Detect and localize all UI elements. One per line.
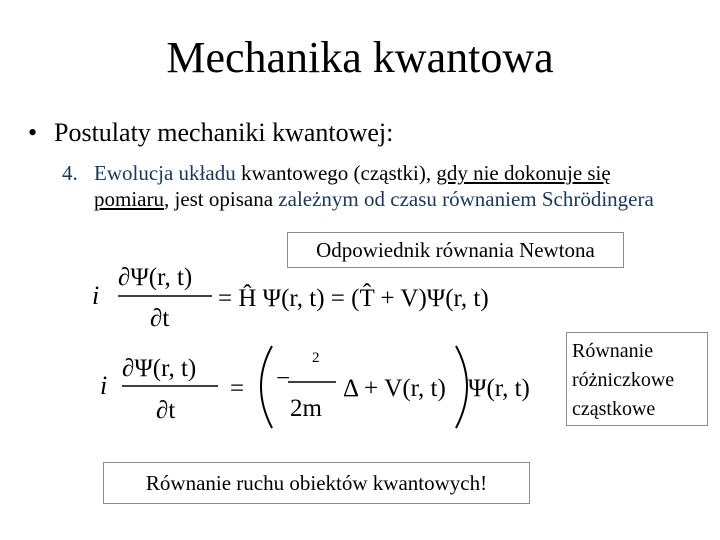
eq2-i: i xyxy=(100,371,108,400)
callout-equation-of-motion: Równanie ruchu obiektów kwantowych! xyxy=(103,462,530,504)
eq1-lhs-numerator: ∂Ψ(r, t) xyxy=(118,264,193,291)
item-text-part5: zależnym od czasu równaniem Schrödingera xyxy=(278,187,654,211)
eq2-exponent: 2 xyxy=(312,350,320,366)
eq2-right-paren xyxy=(456,346,467,428)
callout-partial-differential-equation xyxy=(566,332,708,426)
equation-1 xyxy=(92,264,489,332)
eq1-i: i xyxy=(92,281,100,310)
callout-newton-equivalent: Odpowiednik równania Newtona xyxy=(287,232,624,268)
callout-pde-line3: cząstkowe xyxy=(572,398,656,420)
item-text-part1: Ewolucja układu xyxy=(94,161,236,185)
eq2-lhs-numerator: ∂Ψ(r, t) xyxy=(122,355,197,382)
slide-title: Mechanika kwantowa xyxy=(166,33,554,82)
eq2-lhs-denominator: ∂t xyxy=(156,397,176,424)
eq2-rhs: Ψ(r, t) xyxy=(468,375,530,402)
callout-pde-line2: różniczkowe xyxy=(572,369,675,391)
bullet-text: Postulaty mechaniki kwantowej: xyxy=(54,118,394,147)
eq1-rhs: = Ĥ Ψ(r, t) = (T̂ + V)Ψ(r, t) xyxy=(218,285,489,312)
callout-pde-line1: Równanie xyxy=(572,340,654,362)
item-text-part2: kwantowego (cząstki), xyxy=(235,161,437,185)
eq2-operator: Δ + V(r, t) xyxy=(343,375,446,402)
eq2-left-paren xyxy=(261,346,272,428)
equation-2 xyxy=(100,346,530,428)
bullet-marker: • xyxy=(28,118,38,147)
eq2-minus: − xyxy=(276,365,291,392)
item-number: 4. xyxy=(62,161,78,185)
eq2-equals: = xyxy=(230,375,245,402)
eq2-inner-denominator: 2m xyxy=(290,395,322,422)
item-text-part3: gdy nie dokonuje się pomiaru xyxy=(94,161,611,211)
item-text-part4: , jest opisana xyxy=(163,187,279,211)
eq1-lhs-denominator: ∂t xyxy=(150,305,170,332)
